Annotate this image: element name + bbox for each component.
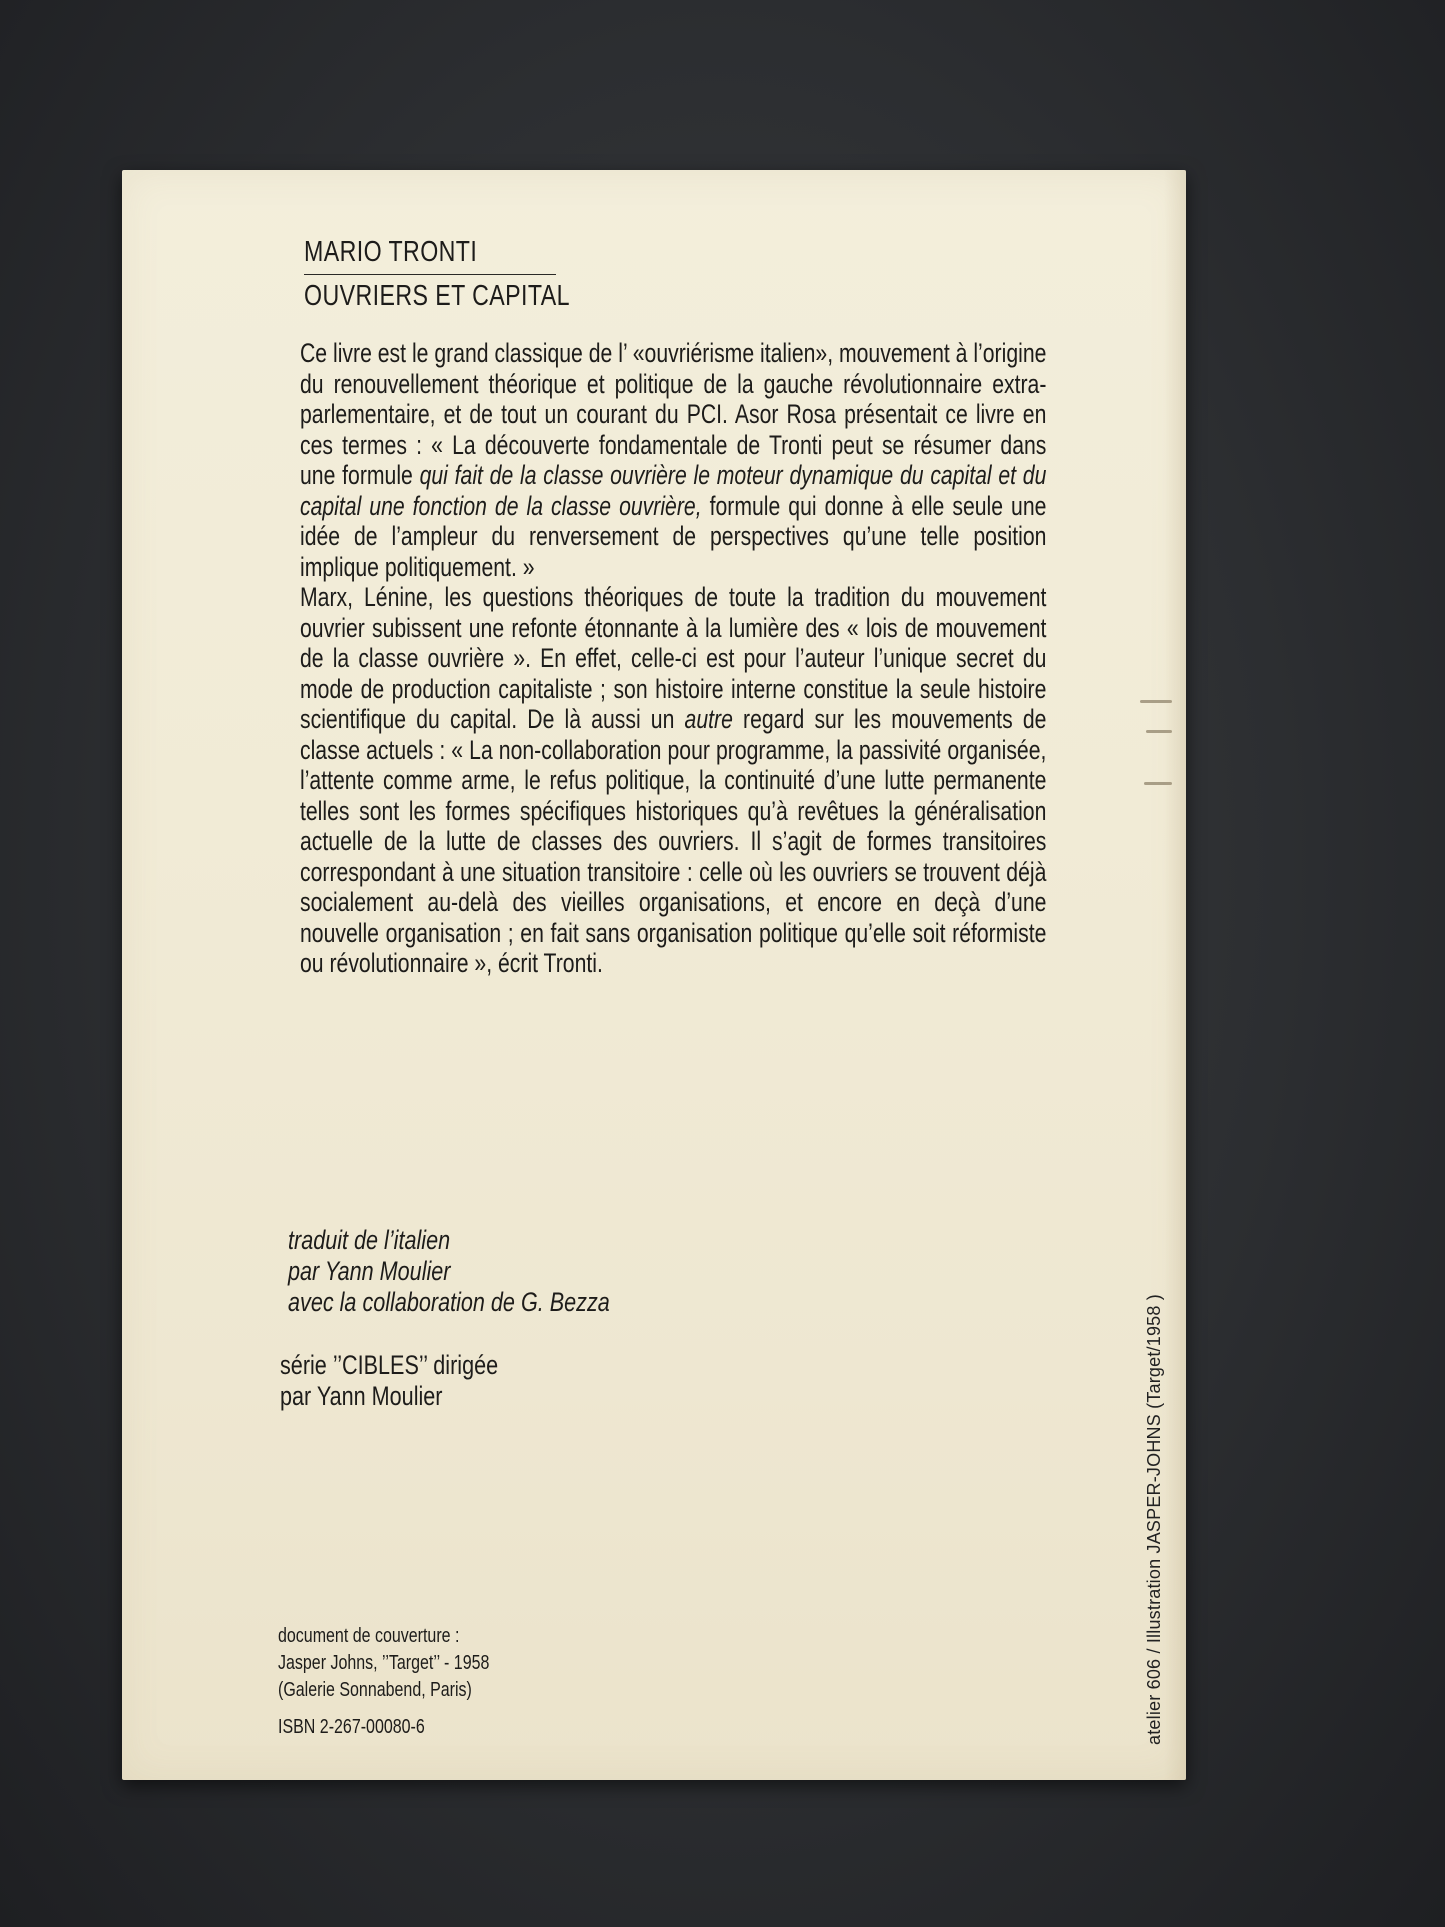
cover-doc-line: document de couverture : — [278, 1625, 460, 1647]
credits-line: avec la collaboration de G. Bezza — [288, 1287, 610, 1317]
blurb-p1-text-b: formule qui donne à elle seule une idée de l’ampleur du renversement de perspectives qu’une telle position implique politiquement. » — [300, 490, 1047, 582]
spine-wear-mark — [1146, 730, 1172, 733]
blurb-p1-text-a: Ce livre est le grand classique de l’ «ouvriérisme italien», mouvement à l’origine du renouvellement théorique et politique de la gauche révolutionnaire extra-parlementaire, et de tout un courant du PCI. Asor Rosa présentait ce livre en ces termes : « La découverte fondamentale de Tronti peut se résumer dans une formule — [300, 338, 1047, 490]
credits-line: par Yann Moulier — [288, 1256, 451, 1286]
book-title: OUVRIERS ET CAPITAL — [304, 280, 570, 312]
blurb-paragraph-1 — [300, 338, 1046, 582]
cover-doc-line: (Galerie Sonnabend, Paris) — [278, 1679, 472, 1701]
series-info — [280, 1350, 498, 1412]
cover-doc-line: Jasper Johns, ’’Target’’ - 1958 — [278, 1652, 490, 1674]
blurb-p2-text-a: Marx, Lénine, les questions théoriques de toute la tradition du mouvement ouvrier subissent une refonte étonnante à la lumière des « lois de mouvement de la classe ouvrière ». En effet, celle-ci est pour l’auteur l’unique secret du mode de production capitaliste ; son histoire interne constitue la seule histoire scientifique du capital. De là aussi un — [300, 582, 1047, 734]
spine-wear-mark — [1140, 700, 1172, 703]
author-name: MARIO TRONTI — [304, 236, 478, 268]
blurb-paragraph-2 — [300, 582, 1046, 979]
book-back-cover — [122, 170, 1186, 1780]
series-line: série ’’CIBLES’’ dirigée — [280, 1350, 499, 1380]
blurb-p2-text-b: regard sur les mouvements de classe actuels : « La non-collaboration pour programme, la passivité organisée, l’attente comme arme, le refus politique, la continuité d’une lutte permanente telles sont les formes spécifiques historiques qu’à revêtues la généralisation actuelle de la lutte de classes des ouvriers. Il s’agit de formes transitoires correspondant à une situation transitoire : celle où les ouvriers se trouvent déjà socialement au-delà des vieilles organisations, et encore en deçà d’une nouvelle organisation ; en fait sans organisation politique qu’elle soit réformiste ou révolutionnaire », écrit Tronti. — [300, 704, 1047, 978]
blurb-p1-italic: qui fait de la classe ouvrière le moteur dynamique du capital et du capital une fonction de la classe ouvrière, — [300, 460, 1047, 521]
isbn-number: ISBN 2-267-00080-6 — [278, 1716, 425, 1738]
blurb-p2-italic: autre — [684, 704, 733, 734]
blurb-text — [300, 338, 1046, 979]
cover-document-credit — [278, 1623, 489, 1704]
translation-credits — [288, 1225, 610, 1318]
series-line: par Yann Moulier — [280, 1381, 443, 1411]
vertical-illustration-credit: atelier 606 / Illustration JASPER-JOHNS (Target/1958 ) — [1144, 1294, 1164, 1745]
credits-line: traduit de l’italien — [288, 1225, 451, 1255]
title-divider — [304, 274, 556, 275]
spine-wear-mark — [1144, 782, 1172, 785]
